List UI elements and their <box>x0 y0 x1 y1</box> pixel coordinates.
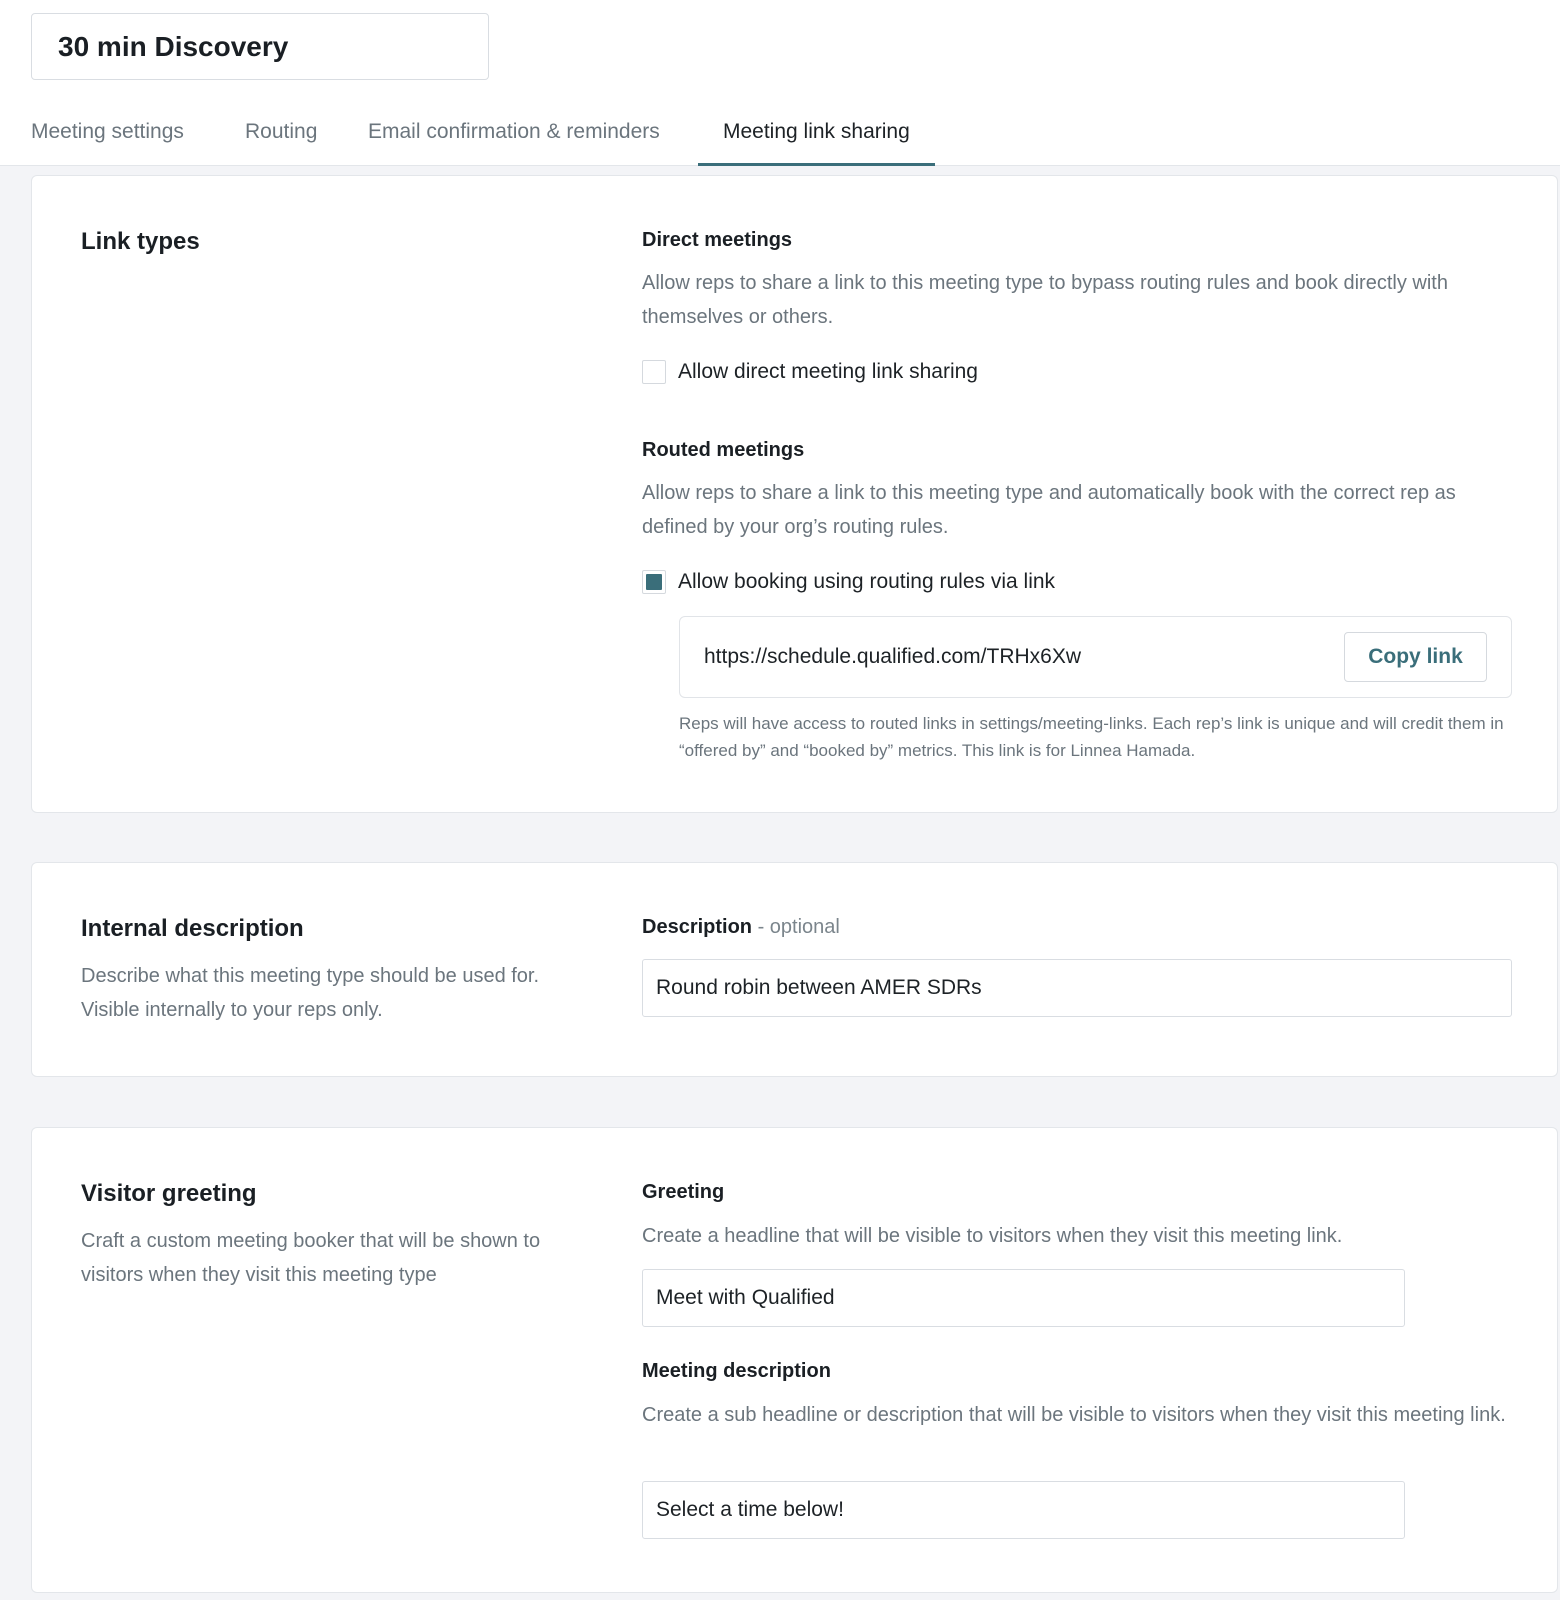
routed-link-box <box>679 616 1512 698</box>
checkbox-checked-indicator <box>646 574 662 590</box>
routed-meetings-heading: Routed meetings <box>642 439 805 461</box>
optional-label: - optional <box>752 916 840 938</box>
direct-link-sharing-label: Allow direct meeting link sharing <box>678 360 978 383</box>
description-label: Description <box>642 916 753 938</box>
direct-link-sharing-option[interactable] <box>642 359 978 385</box>
tab-meeting-settings[interactable]: Meeting settings <box>31 120 184 143</box>
meeting-description-input[interactable]: Select a time below! <box>642 1481 1405 1539</box>
routed-booking-label: Allow booking using routing rules via link <box>678 570 1056 593</box>
greeting-heading: Greeting <box>642 1181 725 1203</box>
tab-routing[interactable]: Routing <box>245 120 318 143</box>
routed-link-url[interactable]: https://schedule.qualified.com/TRHx6Xw <box>704 645 1082 668</box>
routed-link-help: Reps will have access to routed links in settings/meeting-links. Each rep’s link is unique and will credit them in “offered by” and “booked by” metrics. This link is for Linnea Hamada. <box>679 714 1504 760</box>
meeting-description-heading: Meeting description <box>642 1360 831 1382</box>
page-header <box>0 0 1560 166</box>
meeting-type-name-input[interactable]: 30 min Discovery <box>31 13 489 80</box>
visitor-greeting-card <box>31 1127 1558 1593</box>
greeting-input[interactable]: Meet with Qualified <box>642 1269 1405 1327</box>
internal-description-text: Describe what this meeting type should be used for. Visible internally to your reps only. <box>81 965 540 1021</box>
routed-booking-checkbox[interactable] <box>642 570 666 594</box>
meeting-description-help: Create a sub headline or description that will be visible to visitors when they visit this meeting link. <box>642 1404 1506 1426</box>
routed-booking-option[interactable] <box>642 569 1055 595</box>
greeting-help: Create a headline that will be visible to visitors when they visit this meeting link. <box>642 1225 1343 1247</box>
direct-meetings-heading: Direct meetings <box>642 229 793 251</box>
copy-link-button[interactable]: Copy link <box>1344 632 1487 682</box>
direct-meetings-description: Allow reps to share a link to this meeting type to bypass routing rules and book directly with themselves or others. <box>642 272 1448 328</box>
description-field-label <box>642 916 840 939</box>
visitor-greeting-text: Craft a custom meeting booker that will be shown to visitors when they visit this meeting type <box>81 1230 541 1286</box>
description-input[interactable]: Round robin between AMER SDRs <box>642 959 1512 1017</box>
routed-meetings-description: Allow reps to share a link to this meeting type and automatically book with the correct rep as defined by your org’s routing rules. <box>642 482 1456 538</box>
link-types-title: Link types <box>81 228 200 255</box>
tab-meeting-link-sharing[interactable]: Meeting link sharing <box>698 100 935 166</box>
internal-description-card <box>31 862 1558 1077</box>
internal-description-title: Internal description <box>81 915 304 942</box>
link-types-card <box>31 175 1558 813</box>
tab-email-confirmation[interactable]: Email confirmation & reminders <box>368 120 660 143</box>
visitor-greeting-title: Visitor greeting <box>81 1180 257 1207</box>
direct-link-sharing-checkbox[interactable] <box>642 360 666 384</box>
